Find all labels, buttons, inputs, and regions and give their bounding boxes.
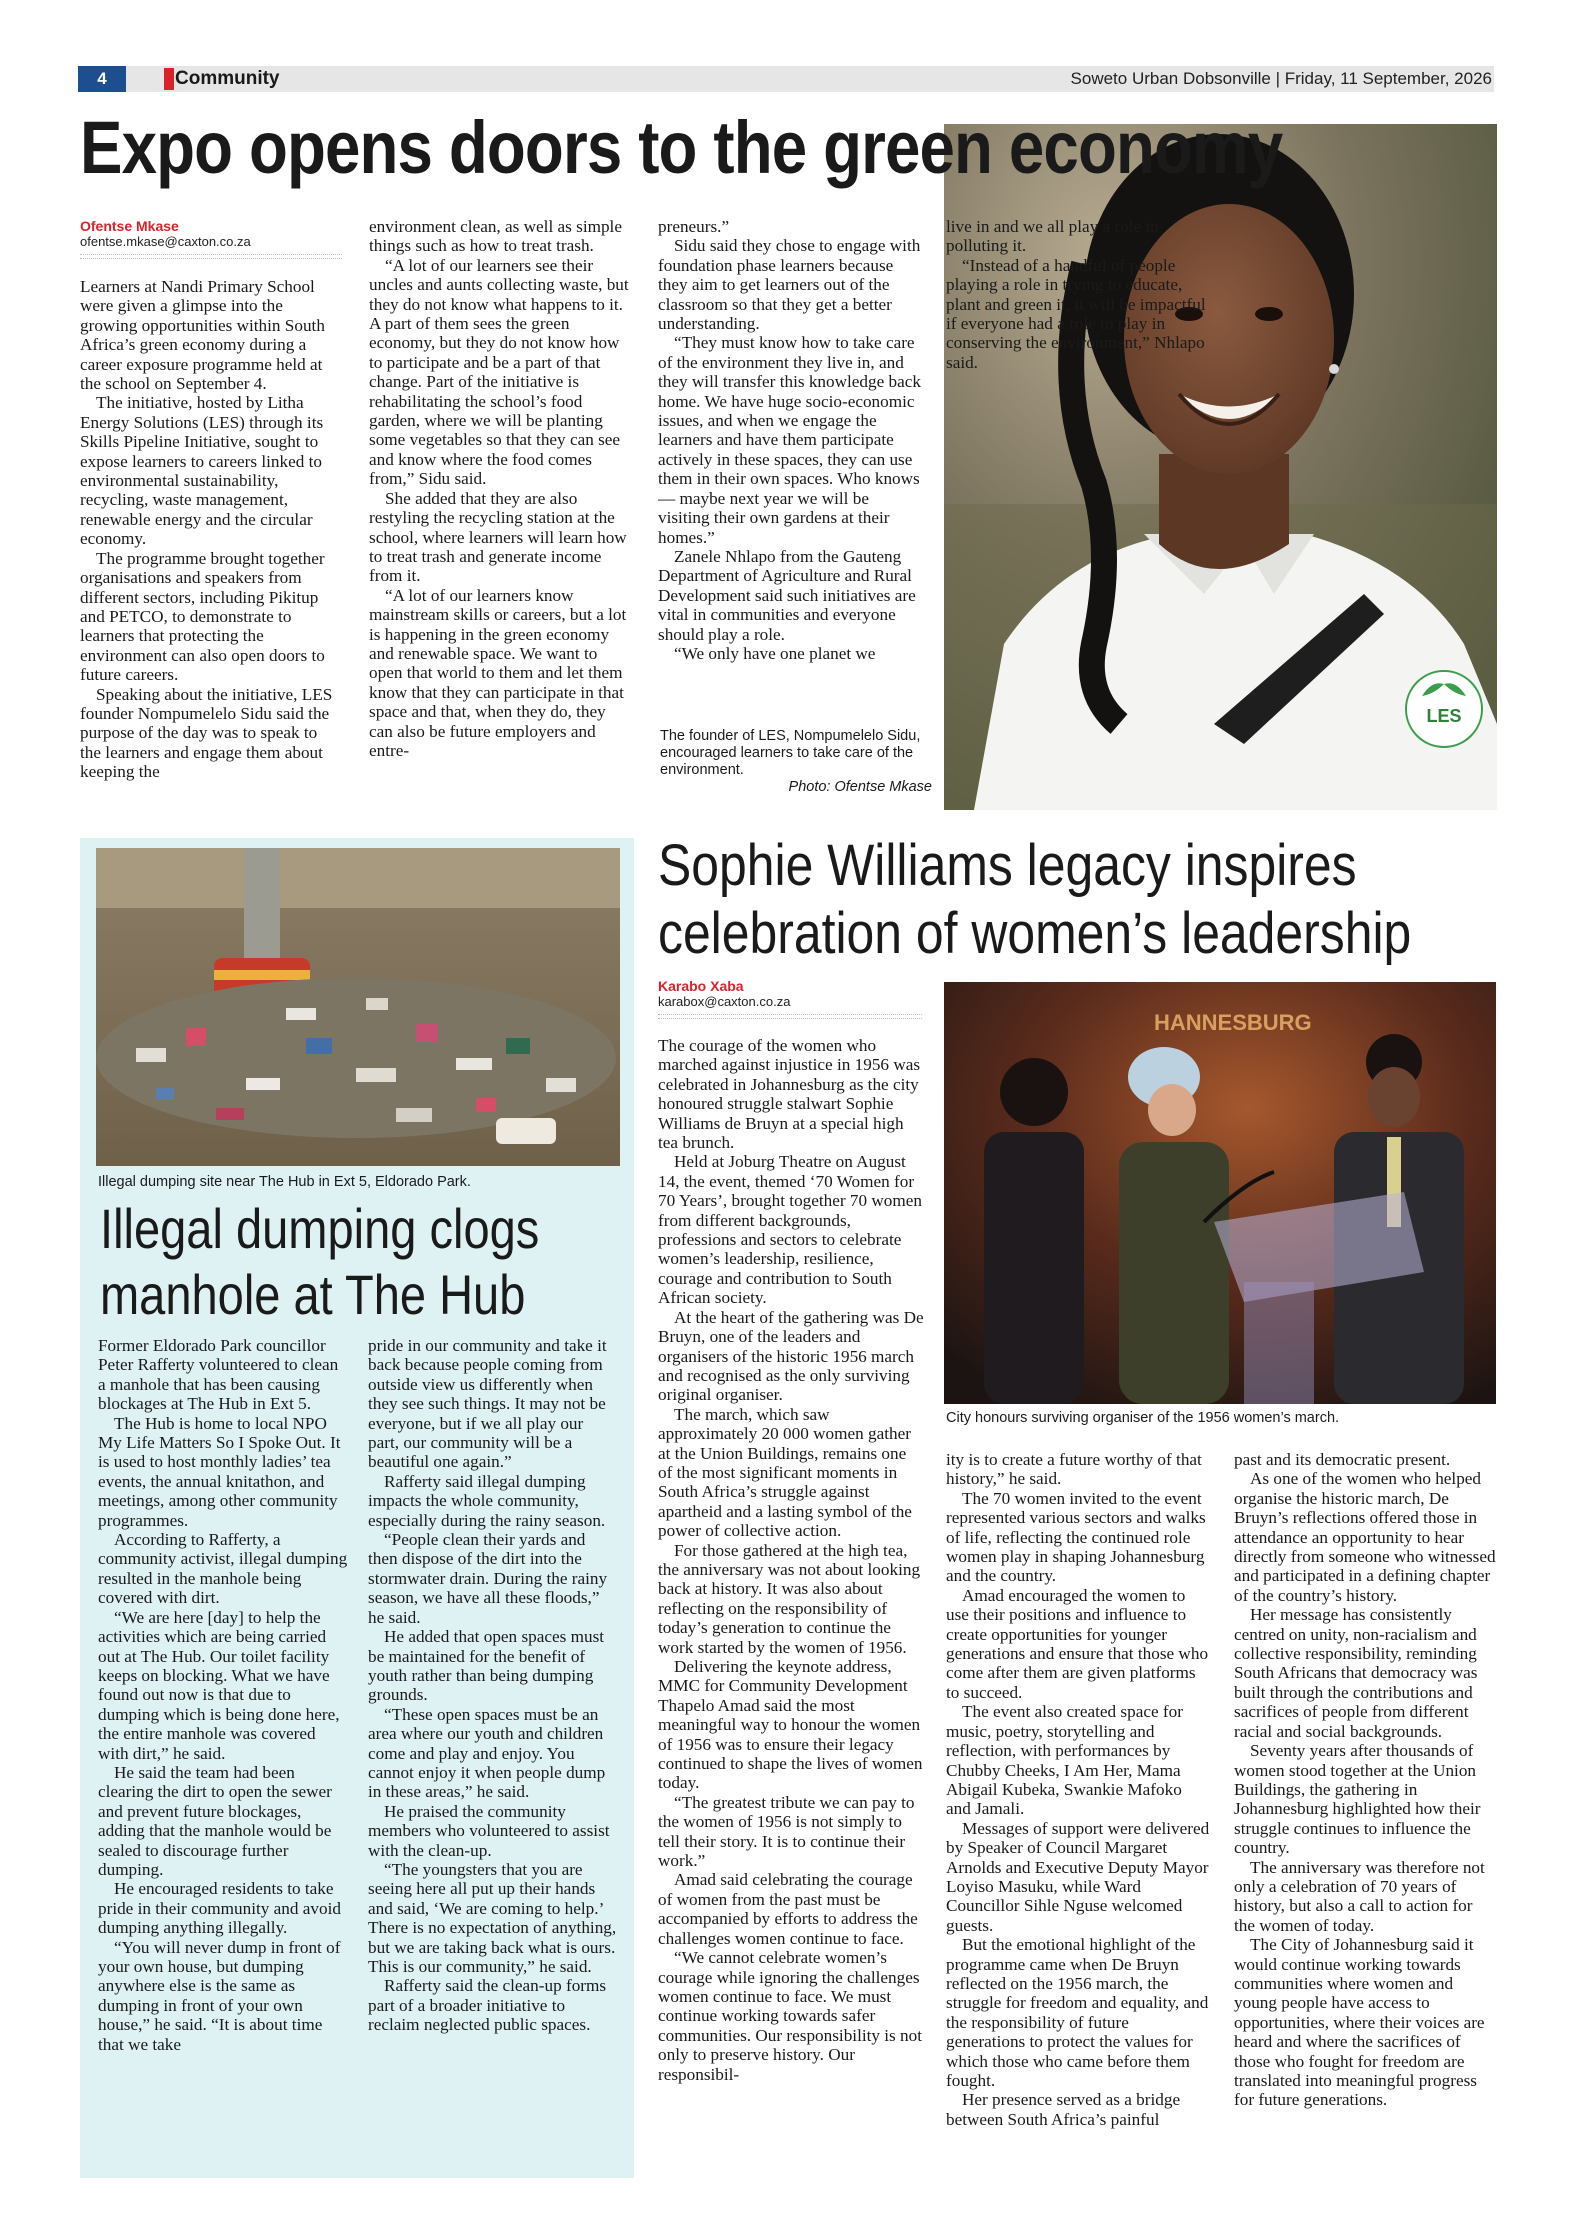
- dumping-column-2: [368, 1336, 618, 2035]
- headline-line: Illegal dumping clogs: [100, 1197, 540, 1260]
- paragraph: Held at Joburg Theatre on August 14, the event, themed ‘70 Women for 70 Years’, brought together 70 women from different backgrounds, professions and sectors to celebrate women’s leadership, resilience, courage and contribution to South African society.: [658, 1152, 922, 1308]
- sophie-event-photo: [944, 982, 1496, 1404]
- lead-column-4: [946, 217, 1212, 372]
- paragraph: “These open spaces must be an area where our youth and children come and play and enjoy. You cannot enjoy it when people dump in these areas,” he said.: [368, 1704, 606, 1802]
- byline-divider: [658, 1014, 922, 1019]
- paragraph: For those gathered at the high tea, the anniversary was not about looking back at history. It was also about reflecting on the responsibility of today’s generation to continue the work started by the women of 1956.: [658, 1540, 921, 1657]
- headline-line: manhole at The Hub: [100, 1263, 526, 1326]
- paragraph: live in and we all play a role in polluting it.: [946, 217, 1159, 256]
- dateline: Soweto Urban Dobsonville | Friday, 11 September, 2026: [1070, 69, 1492, 88]
- photo-credit: Photo: Ofentse Mkase: [788, 779, 932, 795]
- paragraph: The initiative, hosted by Litha Energy Solutions (LES) through its Skills Pipeline Initiative, sought to expose learners to careers linked to environmental sustainability, recycling, waste management, renewable energy and the circular economy.: [80, 393, 324, 549]
- paragraph: “People clean their yards and then dispose of the dirt into the stormwater drain. During the rainy season, we have all these floods,” he said.: [368, 1530, 608, 1627]
- event-stage-illustration: [944, 982, 1496, 1404]
- event-photo-caption: City honours surviving organiser of the 1956 women’s march.: [946, 1410, 1340, 1426]
- stage-sign-text: HANNESBURG: [1154, 1010, 1312, 1035]
- paragraph: The event also created space for music, poetry, storytelling and reflection, with performances by Chubby Cheeks, I Am Her, Mama Abigail Kubeka, Swankie Mafoko and Jamali.: [946, 1702, 1183, 1819]
- byline-name: Ofentse Mkase: [80, 218, 179, 234]
- paragraph: “A lot of our learners know mainstream skills or careers, but a lot is happening in the green economy and renewable space. We want to open that world to them and let them know that they can participate in that space and that, when they do, they can also be future employers and entre-: [369, 585, 627, 760]
- dumping-photo: [96, 848, 620, 1166]
- paragraph: ity is to create a future worthy of that history,” he said.: [946, 1450, 1202, 1489]
- paragraph: She added that they are also restyling the recycling station at the school, where learners will learn how to treat trash and generate income from it.: [369, 488, 627, 586]
- paragraph: The Hub is home to local NPO My Life Matters So I Spoke Out. It is used to host monthly ladies’ tea events, the annual knitathon, and meetings, among other community programmes.: [98, 1413, 341, 1530]
- page-number: 4: [78, 66, 126, 92]
- paragraph: The City of Johannesburg said it would continue working towards communities where women and young people have access to opportunities, where their voices are heard and where the sacrifices of those who fought for freedom are translated into meaningful progress for future generations.: [1234, 1935, 1485, 2110]
- paragraph: “The greatest tribute we can pay to the women of 1956 is not simply to tell their story. It is to continue their work.”: [658, 1792, 915, 1871]
- headline-line: celebration of women’s leadership: [658, 901, 1412, 966]
- byline-email: karabox@caxton.co.za: [658, 994, 791, 1009]
- sophie-column-3: [1234, 1450, 1496, 2110]
- dumping-photo-caption: Illegal dumping site near The Hub in Ext 5, Eldorado Park.: [98, 1174, 471, 1190]
- lead-byline: [80, 218, 342, 259]
- paragraph: The 70 women invited to the event represented various sectors and walks of life, reflecting the continued role women play in shaping Johannesburg and the country.: [946, 1488, 1206, 1586]
- paragraph: He said the team had been clearing the dirt to open the sewer and prevent future blockages, adding that the manhole would be sealed to discourage further dumping.: [98, 1762, 332, 1879]
- paragraph: Learners at Nandi Primary School were given a glimpse into the growing opportunities within South Africa’s green economy during a career exposure programme held at the school on September 4.: [80, 277, 325, 394]
- paragraph: Her presence served as a bridge between South Africa’s painful: [946, 2090, 1181, 2129]
- sophie-column-2: [946, 1450, 1210, 2129]
- paragraph: preneurs.”: [658, 217, 730, 236]
- les-logo-text: LES: [1426, 706, 1462, 726]
- paragraph: The courage of the women who marched against injustice in 1956 was celebrated in Johannesburg as the city honoured struggle stalwart Sophie Williams de Bruyn at a special high tea brunch.: [658, 1036, 921, 1153]
- sophie-headline: [658, 832, 1411, 968]
- paragraph: pride in our community and take it back because people coming from outside view us differently when they see such things. It may not be everyone, but if we all play our part, our community will be a beautiful one again.”: [368, 1336, 607, 1472]
- dumping-site-illustration: [96, 848, 620, 1166]
- paragraph: But the emotional highlight of the programme came when De Bruyn reflected on the 1956 march, the struggle for freedom and equality, and the responsibility of future generations to protect the values for which those who came before them fought.: [946, 1935, 1209, 2090]
- dumping-headline: [100, 1196, 539, 1328]
- paragraph: He encouraged residents to take pride in their community and avoid dumping anything illegally.: [98, 1879, 341, 1938]
- headline-line: Sophie Williams legacy inspires: [658, 833, 1357, 898]
- section-label: Community: [175, 68, 280, 89]
- paragraph: Rafferty said the clean-up forms part of a broader initiative to reclaim neglected public spaces.: [368, 1976, 607, 2035]
- byline-divider: [80, 254, 342, 259]
- byline-email: ofentse.mkase@caxton.co.za: [80, 234, 251, 249]
- sophie-column-1: [658, 1036, 924, 2084]
- paragraph: Former Eldorado Park councillor Peter Rafferty volunteered to clean a manhole that has been causing blockages at The Hub in Ext 5.: [98, 1336, 339, 1414]
- paragraph: environment clean, as well as simple things such as how to treat trash.: [369, 217, 622, 256]
- lead-column-3: [658, 217, 922, 663]
- paragraph: Seventy years after thousands of women stood together at the Union Buildings, the gathering in Johannesburg highlighted how their struggle continues to influence the country.: [1234, 1741, 1481, 1858]
- paragraph: According to Rafferty, a community activist, illegal dumping resulted in the manhole being covered with dirt.: [98, 1530, 348, 1608]
- lead-headline: Expo opens doors to the green economy: [80, 106, 1283, 189]
- paragraph: “A lot of our learners see their uncles and aunts collecting waste, but they do not know what happens to it. A part of them sees the green economy, but they do not know how to participate and be a part of that change. Part of the initiative is rehabilitating the school’s food garden, where we will be planting some vegetables so that they can see and know where the food comes from,” Sidu said.: [369, 255, 629, 489]
- paragraph: The anniversary was therefore not only a celebration of 70 years of history, but also a call to action for the women of today.: [1234, 1857, 1485, 1935]
- paragraph: Speaking about the initiative, LES founder Nompumelelo Sidu said the purpose of the day was to speak to the learners and engage them about keeping the: [80, 684, 333, 782]
- lead-column-1: [80, 277, 342, 782]
- paragraph: Sidu said they chose to engage with foundation phase learners because they aim to get learners out of the classroom so that they get a better understanding.: [658, 236, 921, 334]
- paragraph: “The youngsters that you are seeing here all put up their hands and said, ‘We are coming to help.’ There is no expectation of anything, but we are taking back what is ours. This is our community,” he said.: [368, 1859, 617, 1976]
- paragraph: Messages of support were delivered by Speaker of Council Margaret Arnolds and Executive Deputy Mayor Loyiso Masuku, while Ward Councillor Sihle Nguse welcomed guests.: [946, 1818, 1210, 1935]
- paragraph: Her message has consistently centred on unity, non-racialism and collective responsibility, reminding South Africans that democracy was built through the contributions and sacrifices of people from different racial and social backgrounds.: [1234, 1605, 1478, 1741]
- dumping-column-1: [98, 1336, 348, 2054]
- section-marker: [164, 68, 174, 90]
- paragraph: Amad said celebrating the courage of women from the past must be accompanied by efforts to address the challenges women continue to face.: [658, 1870, 918, 1948]
- paragraph: past and its democratic present.: [1234, 1450, 1451, 1469]
- paragraph: Amad encouraged the women to use their positions and influence to create opportunities for younger generations and ensure that those who come after them are given platforms to succeed.: [946, 1585, 1209, 1702]
- lead-photo-caption-block: [660, 728, 932, 796]
- paragraph: Zanele Nhlapo from the Gauteng Department of Agriculture and Rural Development said such initiatives are vital in communities and everyone should play a role.: [658, 546, 916, 644]
- paragraph: At the heart of the gathering was De Bruyn, one of the leaders and organisers of the historic 1956 march and recognised as the only surviving original organiser.: [658, 1307, 924, 1405]
- paragraph: The march, which saw approximately 20 000 women gather at the Union Buildings, remains one of the most significant moments in South Africa’s struggle against apartheid and a lasting symbol of the power of collective action.: [658, 1404, 912, 1541]
- photo-caption: The founder of LES, Nompumelelo Sidu, encouraged learners to take care of the environment.: [660, 728, 921, 778]
- paragraph: “We cannot celebrate women’s courage while ignoring the challenges women continue to face. We must continue working towards safer communities. Our responsibility is not only to preserve history. Our responsibil-: [658, 1948, 923, 2084]
- paragraph: He praised the community members who volunteered to assist with the clean-up.: [368, 1801, 610, 1860]
- paragraph: As one of the women who helped organise the historic march, De Bruyn’s reflections offered those in attendance an opportunity to hear directly from someone who witnessed and participated in a defining chapter of the country’s history.: [1234, 1469, 1496, 1605]
- paragraph: “You will never dump in front of your own house, but dumping anywhere else is the same as dumping in front of your own house,” he said. “It is about time that we take: [98, 1937, 341, 2054]
- paragraph: He added that open spaces must be maintained for the benefit of youth rather than being dumping grounds.: [368, 1627, 605, 1705]
- paragraph: Rafferty said illegal dumping impacts the whole community, especially during the rainy season.: [368, 1471, 606, 1530]
- paragraph: “They must know how to take care of the environment they live in, and they will transfer this knowledge back home. We have huge socio-economic issues, and when we engage the learners and have them participate actively in these spaces, they can use them in their own spaces. Who knows — maybe next year we will be visiting their own gardens at their homes.”: [658, 333, 921, 547]
- paragraph: The programme brought together organisations and speakers from different sectors, including Pikitup and PETCO, to demonstrate to learners that protecting the environment can also open doors to future careers.: [80, 548, 325, 685]
- lead-column-2: [369, 217, 631, 760]
- paragraph: “We only have one planet we: [674, 643, 876, 663]
- paragraph: “We are here [day] to help the activities which are being carried out at The Hub. Our toilet facility keeps on blocking. What we have found out now is that due to dumping which is being done here, the entire manhole was covered with dirt,” he said.: [98, 1607, 340, 1763]
- byline-name: Karabo Xaba: [658, 978, 744, 994]
- paragraph: Delivering the keynote address, MMC for Community Development Thapelo Amad said the most meaningful way to honour the women of 1956 was to ensure their legacy continued to shape the lives of women today.: [658, 1657, 923, 1793]
- paragraph: “Instead of a handful of people playing a role in trying to educate, plant and green it, it will be impactful if everyone had a role to play in conserving the environment,” Nhlapo said.: [946, 255, 1206, 372]
- sophie-byline: [658, 978, 922, 1019]
